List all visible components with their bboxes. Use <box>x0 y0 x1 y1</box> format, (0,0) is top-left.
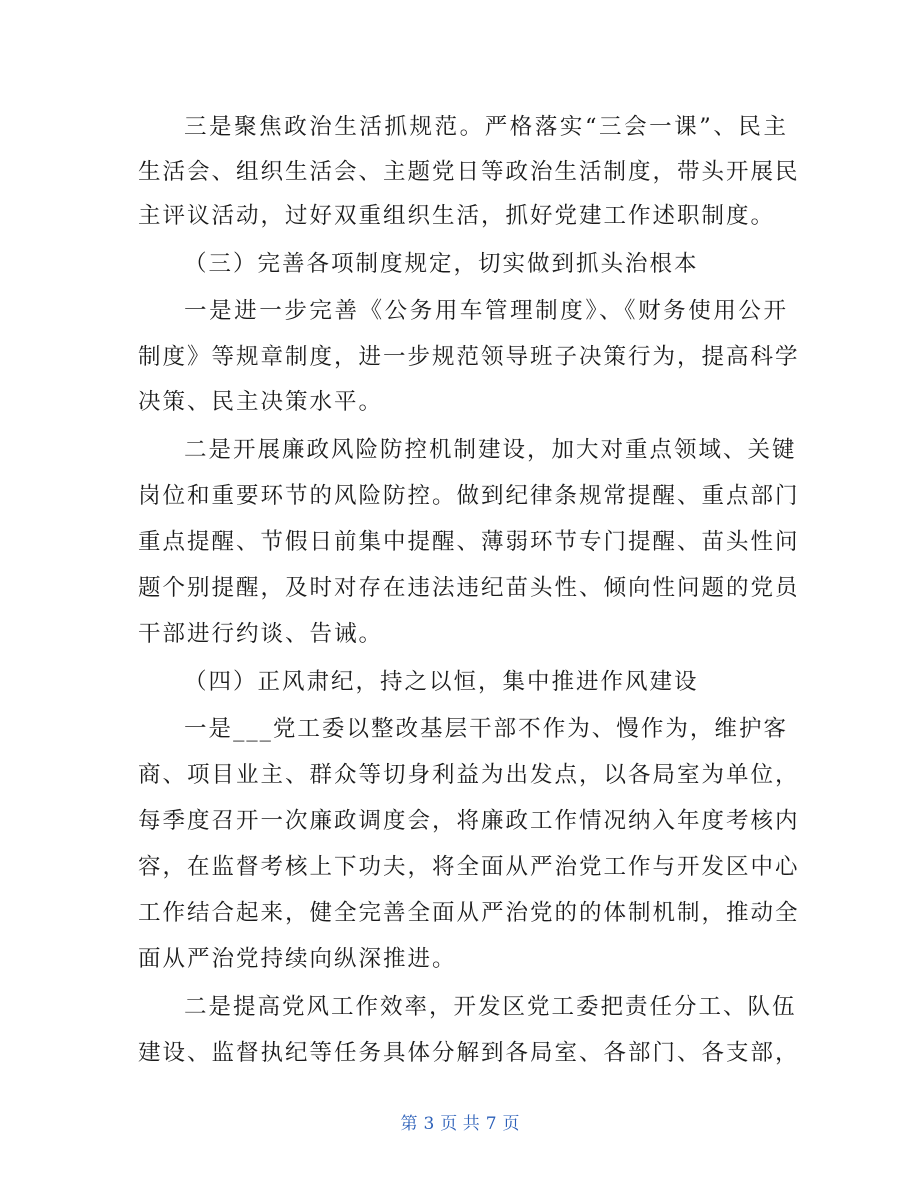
page-footer <box>0 1113 920 1135</box>
current-page-number: 3 <box>423 1114 435 1134</box>
text-line: 容，在监督考核上下功夫，将全面从严治党工作与开发区中心 <box>138 854 800 880</box>
text-line: 商、项目业主、群众等切身利益为出发点，以各局室为单位， <box>138 762 800 788</box>
text-line: 二是开展廉政风险防控机制建设，加大对重点领域、关键 <box>184 437 797 463</box>
page-label-prefix: 第 <box>400 1114 418 1134</box>
total-pages-number: 7 <box>485 1114 497 1134</box>
text-line: 制度》等规章制度，进一步规范领导班子决策行为，提高科学 <box>138 344 800 370</box>
text-line: 重点提醒、节假日前集中提醒、薄弱环节专门提醒、苗头性问 <box>138 529 800 555</box>
page-label-suffix: 页 <box>502 1114 520 1134</box>
text-line: 干部进行约谈、告诫。 <box>138 621 384 647</box>
text-line: 面从严治党持续向纵深推进。 <box>138 946 457 972</box>
text-line: 题个别提醒，及时对存在违法违纪苗头性、倾向性问题的党员 <box>138 575 800 601</box>
page-label-mid: 页 共 <box>440 1114 480 1134</box>
text-line: 生活会、组织生活会、主题党日等政治生活制度，带头开展民 <box>138 159 800 185</box>
section-heading: （四）正风肃纪，持之以恒，集中推进作风建设 <box>184 669 699 695</box>
text-line: 工作结合起来，健全完善全面从严治党的的体制机制，推动全 <box>138 900 800 926</box>
text-line: 每季度召开一次廉政调度会，将廉政工作情况纳入年度考核内 <box>138 808 800 834</box>
text-line: 一是___党工委以整改基层干部不作为、慢作为，维护客 <box>184 716 788 742</box>
text-line: 岗位和重要环节的风险防控。做到纪律条规常提醒、重点部门 <box>138 483 800 509</box>
text-line: 决策、民主决策水平。 <box>138 389 384 415</box>
text-line: 二是提高党风工作效率，开发区党工委把责任分工、队伍 <box>184 994 797 1020</box>
text-line: 主评议活动，过好双重组织生活，抓好党建工作述职制度。 <box>138 203 776 229</box>
text-line: 一是进一步完善《公务用车管理制度》、《财务使用公开 <box>184 298 788 324</box>
section-heading: （三）完善各项制度规定，切实做到抓头治根本 <box>184 251 699 277</box>
text-line: 三是聚焦政治生活抓规范。严格落实“三会一课”、民主 <box>184 114 788 140</box>
text-line: 建设、监督执纪等任务具体分解到各局室、各部门、各支部， <box>138 1040 800 1066</box>
